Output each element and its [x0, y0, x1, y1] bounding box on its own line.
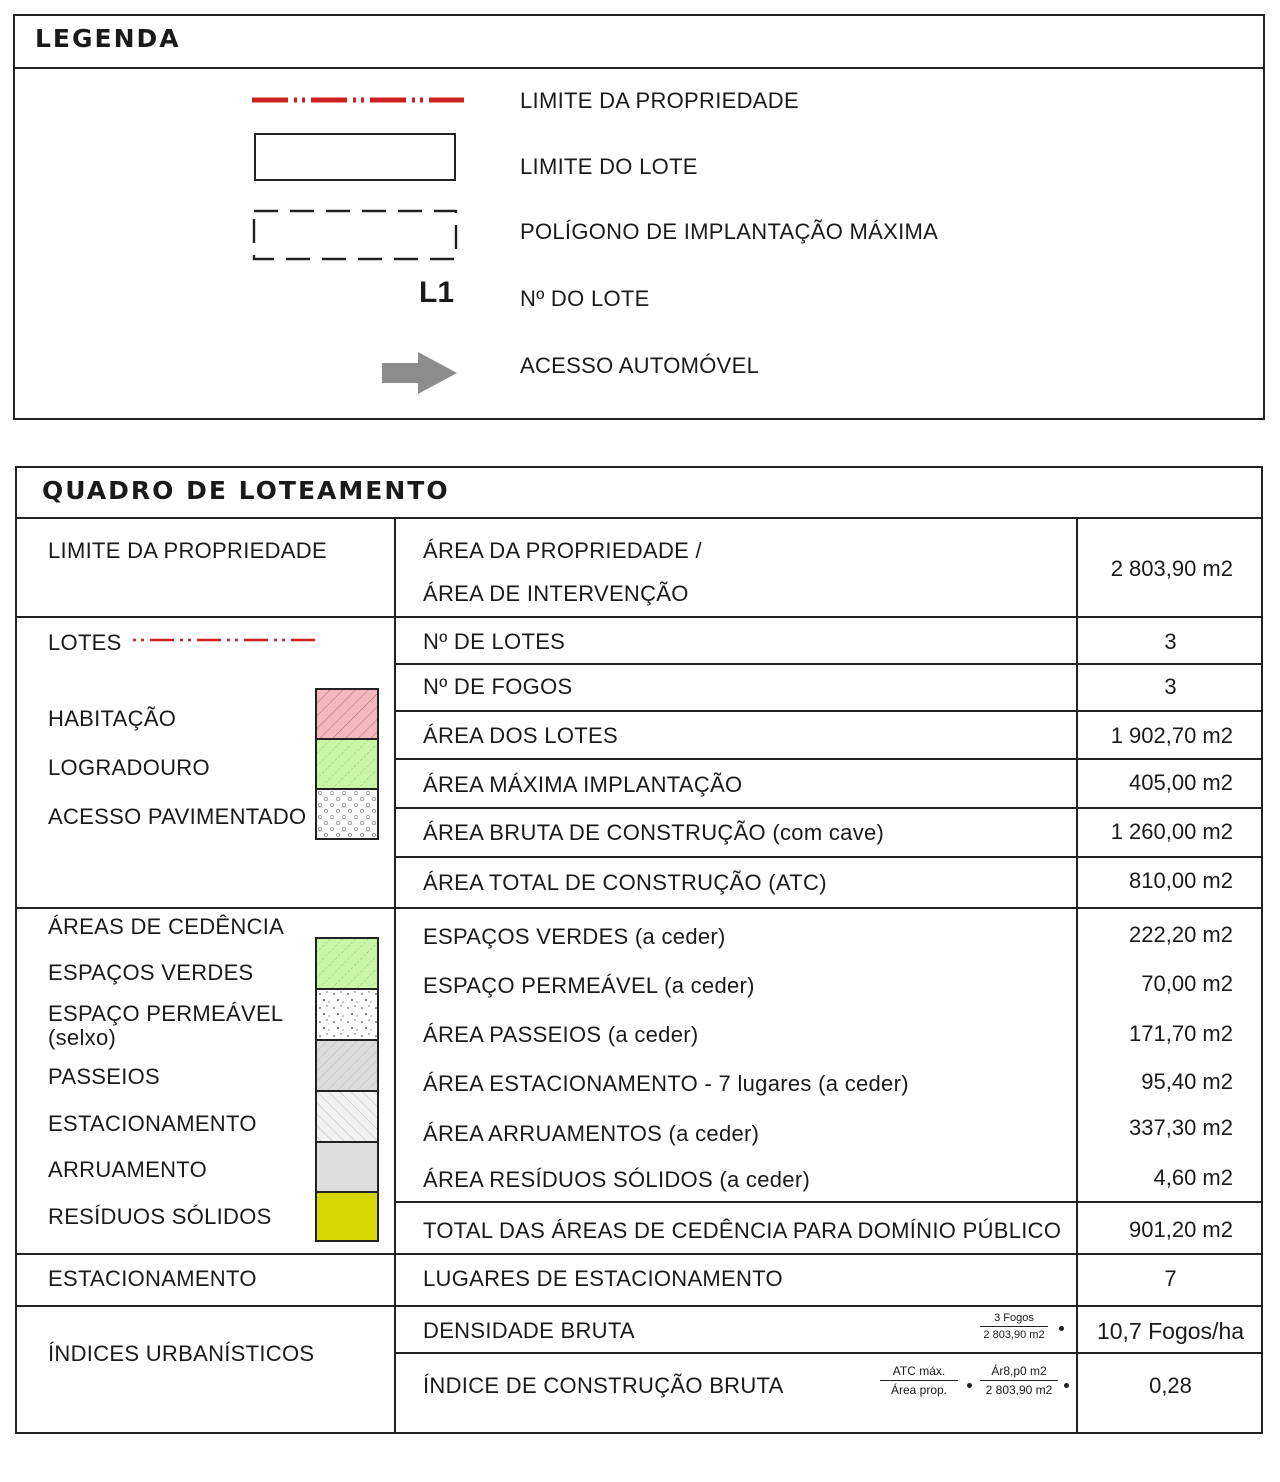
property-area-value: 2 803,90 m2	[1110, 556, 1233, 581]
table-rule	[395, 663, 1263, 665]
green-spaces-area-label: ESPAÇOS VERDES (a ceder)	[423, 924, 726, 949]
lots-area-label: ÁREA DOS LOTES	[423, 723, 618, 748]
gross-construction-index-label: ÍNDICE DE CONSTRUÇÃO BRUTA	[423, 1373, 784, 1398]
legend-housing: HABITAÇÃO	[48, 706, 177, 731]
section-label-lots: LOTES	[48, 630, 122, 655]
table-rule	[395, 710, 1263, 712]
formula-bullet	[1059, 1326, 1064, 1331]
legend-sidewalks: PASSEIOS	[48, 1064, 161, 1089]
legend-yard: LOGRADOURO	[48, 755, 210, 780]
lots-area-value: 1 902,70 m2	[1110, 723, 1233, 748]
table-rule	[395, 1352, 1263, 1354]
lots-count-value: 3	[1164, 629, 1177, 654]
green-spaces-swatch	[315, 937, 379, 990]
roads-swatch	[315, 1141, 379, 1193]
property-limit-line-symbol	[252, 93, 464, 107]
table-column-rule	[394, 517, 396, 1434]
paved-access-swatch	[315, 788, 379, 840]
total-construction-label: ÁREA TOTAL DE CONSTRUÇÃO (ATC)	[423, 870, 827, 895]
parking-swatch	[315, 1090, 379, 1143]
solid-waste-area-value: 4,60 m2	[1153, 1165, 1233, 1190]
legend-solid-waste: RESÍDUOS SÓLIDOS	[48, 1204, 272, 1229]
dwellings-count-value: 3	[1164, 674, 1177, 699]
table-rule	[395, 856, 1263, 858]
gross-construction-index-value: 0,28	[1149, 1373, 1192, 1398]
legend-label-lot-limit: LIMITE DO LOTE	[520, 154, 698, 179]
max-implantation-label: ÁREA MÁXIMA IMPLANTAÇÃO	[423, 772, 743, 797]
solid-waste-area-label: ÁREA RESÍDUOS SÓLIDOS (a ceder)	[423, 1167, 811, 1192]
formula-bullet	[967, 1383, 972, 1388]
lots-count-label: Nº DE LOTES	[423, 629, 566, 654]
construction-index-formula-denominator: Área prop.	[890, 1383, 948, 1397]
construction-index-formula-numerator: ATC máx.	[880, 1364, 958, 1381]
legend-parking: ESTACIONAMENTO	[48, 1111, 257, 1136]
permeable-area-value: 70,00 m2	[1141, 971, 1233, 996]
gross-density-formula-numerator: 3 Fogos	[980, 1312, 1048, 1327]
parking-spaces-label: LUGARES DE ESTACIONAMENTO	[423, 1266, 783, 1291]
legend-divider	[13, 67, 1265, 69]
housing-swatch	[315, 688, 379, 740]
permeable-space-swatch	[315, 988, 379, 1041]
total-cession-value: 901,20 m2	[1129, 1217, 1233, 1242]
lot-number-symbol: L1	[419, 276, 455, 309]
legend-paved-access: ACESSO PAVIMENTADO	[48, 804, 307, 829]
table-rule	[395, 807, 1263, 809]
legend-permeable-space-note: (selxo)	[48, 1025, 117, 1050]
sidewalks-swatch	[315, 1039, 379, 1092]
lots-limit-line-symbol	[133, 634, 319, 646]
green-spaces-area-value: 222,20 m2	[1129, 922, 1233, 947]
dwellings-count-label: Nº DE FOGOS	[423, 674, 573, 699]
gross-density-formula-denominator: 2 803,90 m2	[983, 1329, 1045, 1341]
gross-density-value: 10,7 Fogos/ha	[1096, 1318, 1245, 1344]
gross-construction-label: ÁREA BRUTA DE CONSTRUÇÃO (com cave)	[423, 820, 885, 845]
legend-label-lot-number: Nº DO LOTE	[520, 286, 650, 311]
legend-label-property-limit: LIMITE DA PROPRIEDADE	[520, 88, 799, 113]
sidewalks-area-label: ÁREA PASSEIOS (a ceder)	[423, 1022, 699, 1047]
permeable-area-label: ESPAÇO PERMEÁVEL (a ceder)	[423, 973, 755, 998]
parking-area-label: ÁREA ESTACIONAMENTO - 7 lugares (a ceder)	[423, 1071, 909, 1096]
section-label-parking: ESTACIONAMENTO	[48, 1266, 257, 1291]
property-area-label-line2: ÁREA DE INTERVENÇÃO	[423, 581, 689, 606]
table-rule	[395, 758, 1263, 760]
lot-limit-symbol	[254, 133, 456, 181]
max-implantation-polygon-symbol	[252, 209, 458, 261]
property-area-label-line1: ÁREA DA PROPRIEDADE /	[423, 538, 702, 563]
legend-roads: ARRUAMENTO	[48, 1157, 208, 1182]
construction-index-values	[980, 1364, 1058, 1397]
legend-green-spaces: ESPAÇOS VERDES	[48, 960, 254, 985]
table-title: QUADRO DE LOTEAMENTO	[42, 476, 450, 505]
yard-swatch	[315, 738, 379, 790]
solid-waste-swatch	[315, 1191, 379, 1242]
roads-area-label: ÁREA ARRUAMENTOS (a ceder)	[423, 1121, 760, 1146]
gross-density-formula	[980, 1312, 1048, 1341]
section-label-cession-areas: ÁREAS DE CEDÊNCIA	[48, 914, 285, 939]
car-access-arrow-icon	[382, 352, 458, 394]
total-construction-value: 810,00 m2	[1129, 868, 1233, 893]
parking-spaces-value: 7	[1164, 1266, 1177, 1291]
section-label-property-limit: LIMITE DA PROPRIEDADE	[48, 538, 327, 563]
sidewalks-area-value: 171,70 m2	[1129, 1021, 1233, 1046]
legend-label-car-access: ACESSO AUTOMÓVEL	[520, 353, 760, 378]
table-rule	[395, 1201, 1263, 1203]
gross-density-label: DENSIDADE BRUTA	[423, 1318, 635, 1343]
section-label-urban-indices: ÍNDICES URBANÍSTICOS	[48, 1341, 315, 1366]
legend-permeable-space: ESPAÇO PERMEÁVEL	[48, 1001, 284, 1026]
gross-construction-value: 1 260,00 m2	[1110, 819, 1233, 844]
legend-label-max-polygon: POLÍGONO DE IMPLANTAÇÃO MÁXIMA	[520, 219, 939, 244]
total-cession-label: TOTAL DAS ÁREAS DE CEDÊNCIA PARA DOMÍNIO PÚBLICO	[423, 1218, 1062, 1243]
parking-area-value: 95,40 m2	[1141, 1069, 1233, 1094]
max-implantation-value: 405,00 m2	[1129, 770, 1233, 795]
construction-index-formula	[880, 1364, 958, 1397]
formula-bullet	[1064, 1383, 1069, 1388]
construction-index-values-numerator: Ár8,p0 m2	[980, 1364, 1058, 1381]
roads-area-value: 337,30 m2	[1129, 1115, 1233, 1140]
legend-title: LEGENDA	[35, 24, 181, 53]
construction-index-values-denominator: 2 803,90 m2	[985, 1383, 1053, 1397]
